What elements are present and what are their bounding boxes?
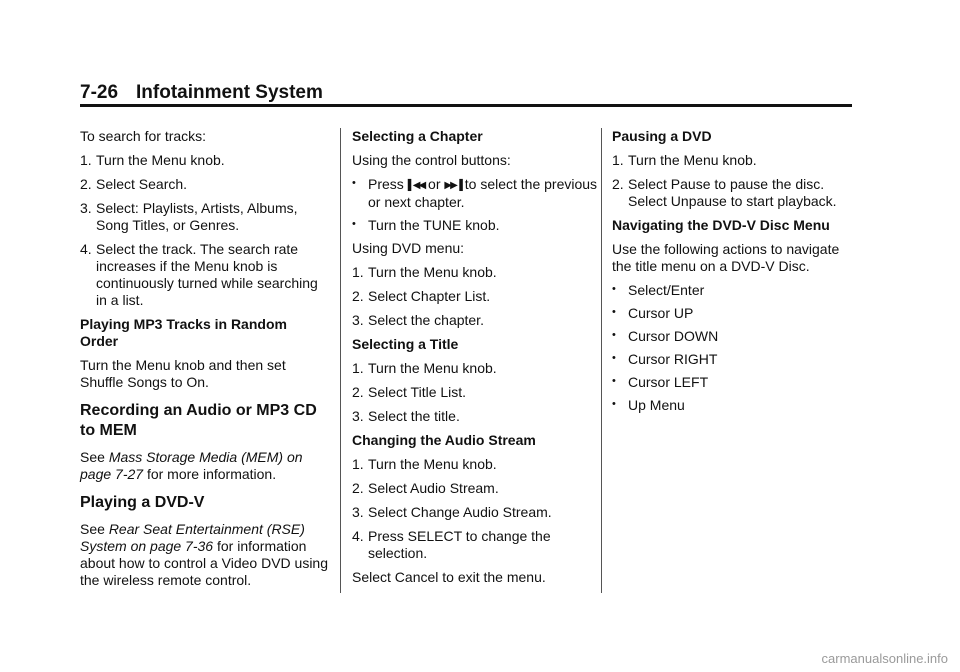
list-item: 3. Select the chapter. (352, 312, 484, 328)
list-item: 3. Select Change Audio Stream. (352, 504, 552, 520)
mem-reference-link[interactable]: Mass Storage Media (MEM) on page 7-27 (80, 449, 303, 482)
column-divider-2 (601, 128, 602, 593)
list-item: 4. Press SELECT to change the selection. (352, 528, 551, 561)
bullet-icon: • (352, 218, 356, 230)
bullet-icon: • (612, 352, 616, 364)
random-order-text: Turn the Menu knob and then set Shuffle Songs to On. (80, 357, 286, 390)
list-item: • Up Menu (612, 397, 685, 413)
random-order-heading: Playing MP3 Tracks in Random Order (80, 316, 287, 349)
list-item: 1. Turn the Menu knob. (352, 264, 497, 280)
list-item: 3. Select the title. (352, 408, 460, 424)
list-item: • Turn the TUNE knob. (352, 217, 500, 233)
list-item: 2. Select Audio Stream. (352, 480, 499, 496)
list-item: • Cursor RIGHT (612, 351, 718, 367)
chapter-heading: Selecting a Chapter (352, 128, 483, 144)
list-item: • Cursor UP (612, 305, 694, 321)
list-item: 1. Turn the Menu knob. (612, 152, 757, 168)
nav-text: Use the following actions to navigate the title menu on a DVD-V Disc. (612, 241, 840, 274)
list-item: 1. Turn the Menu knob. (352, 360, 497, 376)
bullet-icon: • (612, 283, 616, 295)
recording-heading: Recording an Audio or MP3 CD to MEM (80, 402, 317, 439)
header-rule (80, 104, 852, 107)
audio-heading: Changing the Audio Stream (352, 432, 536, 448)
bullet-icon: • (612, 329, 616, 341)
cancel-text: Select Cancel to exit the menu. (352, 569, 546, 585)
seek-back-icon: ▌◀◀ (407, 180, 425, 191)
column-1 (80, 128, 328, 596)
list-item: • Press ▌◀◀ or ▶▶▐ to select the previous or next chapter. (352, 176, 598, 210)
page-header (80, 82, 323, 104)
list-item: 2. Select Search. (80, 176, 188, 192)
menu-intro: Using DVD menu: (352, 240, 465, 256)
seek-forward-icon: ▶▶▐ (444, 180, 461, 191)
list-item: 1. Turn the Menu knob. (352, 456, 497, 472)
dvd-text: See Rear Seat Entertainment (RSE) System on page 7-36 for information about how to control a Video DVD using the wireless remote control. (80, 521, 329, 588)
search-intro: To search for tracks: (80, 128, 207, 144)
pause-heading: Pausing a DVD (612, 128, 712, 144)
title-heading: Selecting a Title (352, 336, 459, 352)
list-item: • Cursor DOWN (612, 328, 719, 344)
bullet-icon: • (612, 398, 616, 410)
nav-heading: Navigating the DVD-V Disc Menu (612, 217, 830, 233)
recording-text: See Mass Storage Media (MEM) on page 7-27 for more information. (80, 449, 303, 482)
list-item: • Cursor LEFT (612, 374, 709, 390)
list-item: 1. Turn the Menu knob. (80, 152, 225, 168)
list-item: 2. Select Chapter List. (352, 288, 491, 304)
section-title: Infotainment System (136, 82, 323, 103)
column-divider-1 (340, 128, 341, 593)
list-item: 3. Select: Playlists, Artists, Albums, Song Titles, or Genres. (80, 200, 298, 233)
list-item: • Select/Enter (612, 282, 705, 298)
bullet-icon: • (612, 375, 616, 387)
list-item: 4. Select the track. The search rate increases if the Menu knob is continuously turned while searching in a list. (80, 241, 318, 308)
page-number: 7-26 (80, 82, 119, 103)
bullet-icon: • (352, 177, 356, 189)
watermark: carmanualsonline.info (821, 651, 948, 666)
dvd-heading: Playing a DVD-V (80, 494, 205, 511)
bullet-icon: • (612, 306, 616, 318)
column-3 (612, 128, 860, 420)
buttons-intro: Using the control buttons: (352, 152, 511, 168)
rse-reference-link[interactable]: Rear Seat Entertainment (RSE) System on page 7-36 (80, 521, 305, 554)
list-item: 2. Select Pause to pause the disc. Select Unpause to start playback. (612, 176, 837, 209)
column-2 (352, 128, 600, 593)
list-item: 2. Select Title List. (352, 384, 467, 400)
